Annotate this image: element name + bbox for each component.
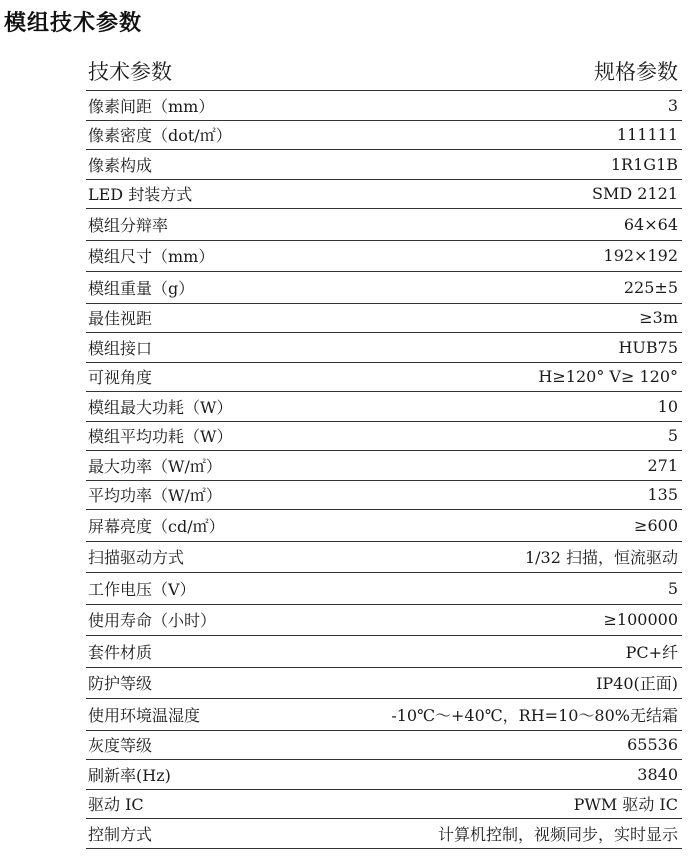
row-value: 计算机控制，视频同步，实时显示 [288, 819, 682, 849]
row-name: 扫描驱动方式 [86, 541, 288, 573]
table-row [86, 303, 682, 333]
row-name: 使用环境温湿度 [86, 699, 288, 731]
row-value: 135 [288, 480, 682, 510]
row-name: 像素间距（mm） [86, 91, 288, 121]
header-param-value: 规格参数 [288, 52, 682, 91]
table-row [86, 392, 682, 422]
row-value: HUB75 [288, 333, 682, 363]
table-row [86, 150, 682, 180]
row-value: 64×64 [288, 209, 682, 241]
row-name: 模组重量（g） [86, 272, 288, 304]
table-row [86, 819, 682, 849]
row-name: 模组最大功耗（W） [86, 392, 288, 422]
table-row [86, 604, 682, 636]
row-name: 工作电压（V） [86, 573, 288, 605]
row-name: LED 封装方式 [86, 179, 288, 209]
row-value: 3 [288, 91, 682, 121]
table-row [86, 209, 682, 241]
row-value: IP40(正面) [288, 667, 682, 699]
row-name: 模组尺寸（mm） [86, 240, 288, 272]
row-name: 可视角度 [86, 362, 288, 392]
row-name: 最佳视距 [86, 303, 288, 333]
row-name: 刷新率(Hz) [86, 760, 288, 790]
table-row [86, 667, 682, 699]
table-row [86, 362, 682, 392]
row-value: 5 [288, 421, 682, 451]
row-name: 像素密度（dot/㎡） [86, 120, 288, 150]
row-name: 使用寿命（小时） [86, 604, 288, 636]
row-value: 192×192 [288, 240, 682, 272]
table-row [86, 636, 682, 668]
table-row [86, 120, 682, 150]
row-name: 防护等级 [86, 667, 288, 699]
page-title: 模组技术参数 [4, 11, 143, 36]
row-name: 模组分辩率 [86, 209, 288, 241]
row-value: 65536 [288, 730, 682, 760]
row-name: 像素构成 [86, 150, 288, 180]
table-row [86, 421, 682, 451]
row-value: 10 [288, 392, 682, 422]
row-name: 最大功率（W/㎡） [86, 451, 288, 481]
row-value: 1R1G1B [288, 150, 682, 180]
row-value: ≥100000 [288, 604, 682, 636]
row-value: 271 [288, 451, 682, 481]
row-value: SMD 2121 [288, 179, 682, 209]
row-name: 平均功率（W/㎡） [86, 480, 288, 510]
row-value: -10℃～+40℃，RH=10～80%无结霜 [288, 699, 682, 731]
row-value: 111111 [288, 120, 682, 150]
table-row [86, 541, 682, 573]
row-value: H≥120° V≥ 120° [288, 362, 682, 392]
row-value: 1/32 扫描，恒流驱动 [288, 541, 682, 573]
row-name: 模组平均功耗（W） [86, 421, 288, 451]
row-name: 灰度等级 [86, 730, 288, 760]
table-row [86, 333, 682, 363]
table-row [86, 451, 682, 481]
row-name: 套件材质 [86, 636, 288, 668]
table-row [86, 510, 682, 542]
row-value: 3840 [288, 760, 682, 790]
row-value: 5 [288, 573, 682, 605]
table-row [86, 573, 682, 605]
row-value: PWM 驱动 IC [288, 789, 682, 819]
spec-table [86, 52, 682, 849]
row-value: 225±5 [288, 272, 682, 304]
row-name: 屏幕亮度（cd/㎡） [86, 510, 288, 542]
table-row [86, 179, 682, 209]
table-row [86, 240, 682, 272]
table-row [86, 760, 682, 790]
row-value: ≥3m [288, 303, 682, 333]
table-row [86, 730, 682, 760]
table-row [86, 480, 682, 510]
table-row [86, 789, 682, 819]
header-param-name: 技术参数 [86, 52, 288, 91]
table-row [86, 91, 682, 121]
table-row [86, 699, 682, 731]
row-value: ≥600 [288, 510, 682, 542]
row-name: 控制方式 [86, 819, 288, 849]
row-value: PC+纤 [288, 636, 682, 668]
row-name: 驱动 IC [86, 789, 288, 819]
table-row [86, 272, 682, 304]
row-name: 模组接口 [86, 333, 288, 363]
table-header-row [86, 52, 682, 91]
